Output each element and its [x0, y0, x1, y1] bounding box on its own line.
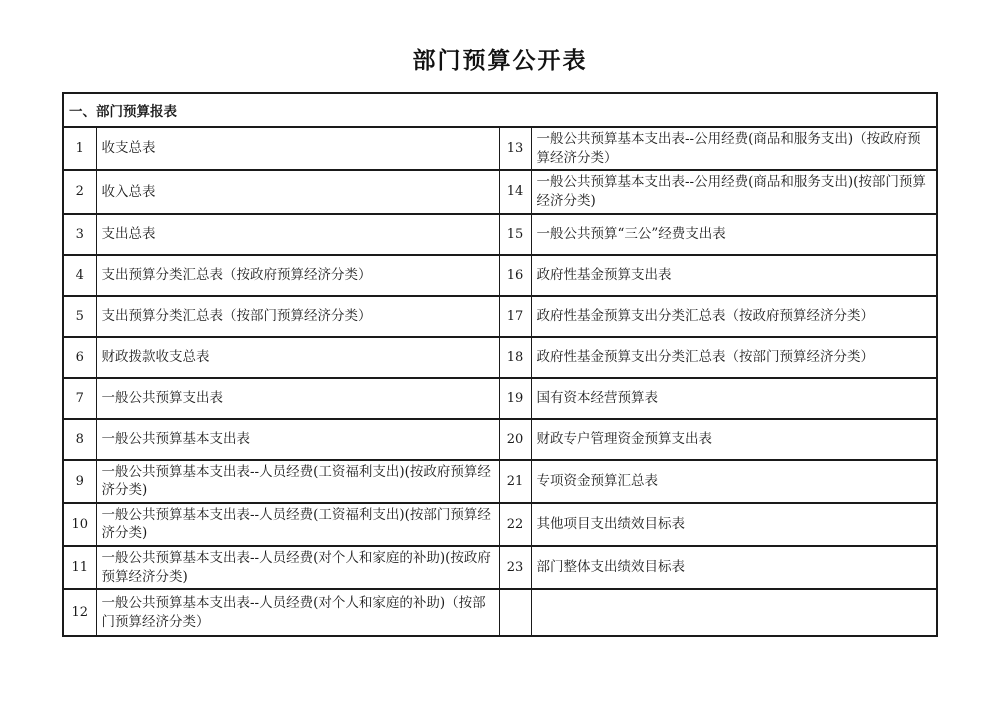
report-name-cell: 部门整体支出绩效目标表: [531, 546, 937, 589]
row-number-cell: 19: [499, 378, 531, 419]
row-number-cell: 12: [63, 589, 96, 636]
report-name-cell: 支出预算分类汇总表（按部门预算经济分类）: [96, 296, 499, 337]
table-row: [63, 589, 937, 636]
report-name-cell: 一般公共预算基本支出表--人员经费(对个人和家庭的补助)(按政府预算经济分类): [96, 546, 499, 589]
row-number-cell: 13: [499, 127, 531, 170]
report-name-cell: 政府性基金预算支出分类汇总表（按政府预算经济分类）: [531, 296, 937, 337]
report-name-cell: 财政专户管理资金预算支出表: [531, 419, 937, 460]
report-name-cell: 一般公共预算“三公”经费支出表: [531, 214, 937, 255]
table-row: [63, 503, 937, 546]
section-header-row: [63, 93, 937, 127]
report-name-cell: 政府性基金预算支出分类汇总表（按部门预算经济分类）: [531, 337, 937, 378]
report-name-cell: 一般公共预算基本支出表--公用经费(商品和服务支出)(按部门预算经济分类): [531, 170, 937, 213]
row-number-cell: 6: [63, 337, 96, 378]
row-number-cell: 10: [63, 503, 96, 546]
row-number-cell: 7: [63, 378, 96, 419]
table-row: [63, 337, 937, 378]
report-name-cell: 支出预算分类汇总表（按政府预算经济分类）: [96, 255, 499, 296]
row-number-cell: 17: [499, 296, 531, 337]
report-name-cell: 一般公共预算基本支出表--人员经费(工资福利支出)(按政府预算经济分类): [96, 460, 499, 503]
row-number-cell: 23: [499, 546, 531, 589]
row-number-cell: 1: [63, 127, 96, 170]
report-name-cell: 财政拨款收支总表: [96, 337, 499, 378]
row-number-cell: 2: [63, 170, 96, 213]
row-number-cell: 15: [499, 214, 531, 255]
row-number-cell: 3: [63, 214, 96, 255]
report-name-cell: 支出总表: [96, 214, 499, 255]
row-number-cell: 22: [499, 503, 531, 546]
table-row: [63, 546, 937, 589]
report-name-cell: 一般公共预算基本支出表: [96, 419, 499, 460]
page-title: 部门预算公开表: [412, 47, 588, 74]
row-number-cell: 21: [499, 460, 531, 503]
report-name-cell: 一般公共预算基本支出表--公用经费(商品和服务支出)（按政府预算经济分类）: [531, 127, 937, 170]
table-row: [63, 255, 937, 296]
budget-table: [62, 92, 938, 637]
report-name-cell: 政府性基金预算支出表: [531, 255, 937, 296]
report-name-cell: 国有资本经营预算表: [531, 378, 937, 419]
report-name-cell: 专项资金预算汇总表: [531, 460, 937, 503]
budget-table-container: [62, 92, 936, 637]
row-number-cell: 4: [63, 255, 96, 296]
report-name-cell: 收支总表: [96, 127, 499, 170]
report-name-cell: 一般公共预算支出表: [96, 378, 499, 419]
report-name-cell: 其他项目支出绩效目标表: [531, 503, 937, 546]
row-number-cell: 18: [499, 337, 531, 378]
row-number-cell: 9: [63, 460, 96, 503]
row-number-cell: 11: [63, 546, 96, 589]
row-number-cell: 14: [499, 170, 531, 213]
table-row: [63, 127, 937, 170]
row-number-cell: 8: [63, 419, 96, 460]
table-row: [63, 378, 937, 419]
table-row: [63, 214, 937, 255]
row-number-cell: 20: [499, 419, 531, 460]
report-name-cell: 收入总表: [96, 170, 499, 213]
table-row: [63, 460, 937, 503]
report-name-cell: [531, 589, 937, 636]
table-row: [63, 170, 937, 213]
row-number-cell: 5: [63, 296, 96, 337]
row-number-cell: [499, 589, 531, 636]
report-name-cell: 一般公共预算基本支出表--人员经费(对个人和家庭的补助)（按部门预算经济分类）: [96, 589, 499, 636]
table-section-header: 一、部门预算报表: [63, 93, 937, 127]
table-row: [63, 419, 937, 460]
report-name-cell: 一般公共预算基本支出表--人员经费(工资福利支出)(按部门预算经济分类): [96, 503, 499, 546]
row-number-cell: 16: [499, 255, 531, 296]
table-row: [63, 296, 937, 337]
